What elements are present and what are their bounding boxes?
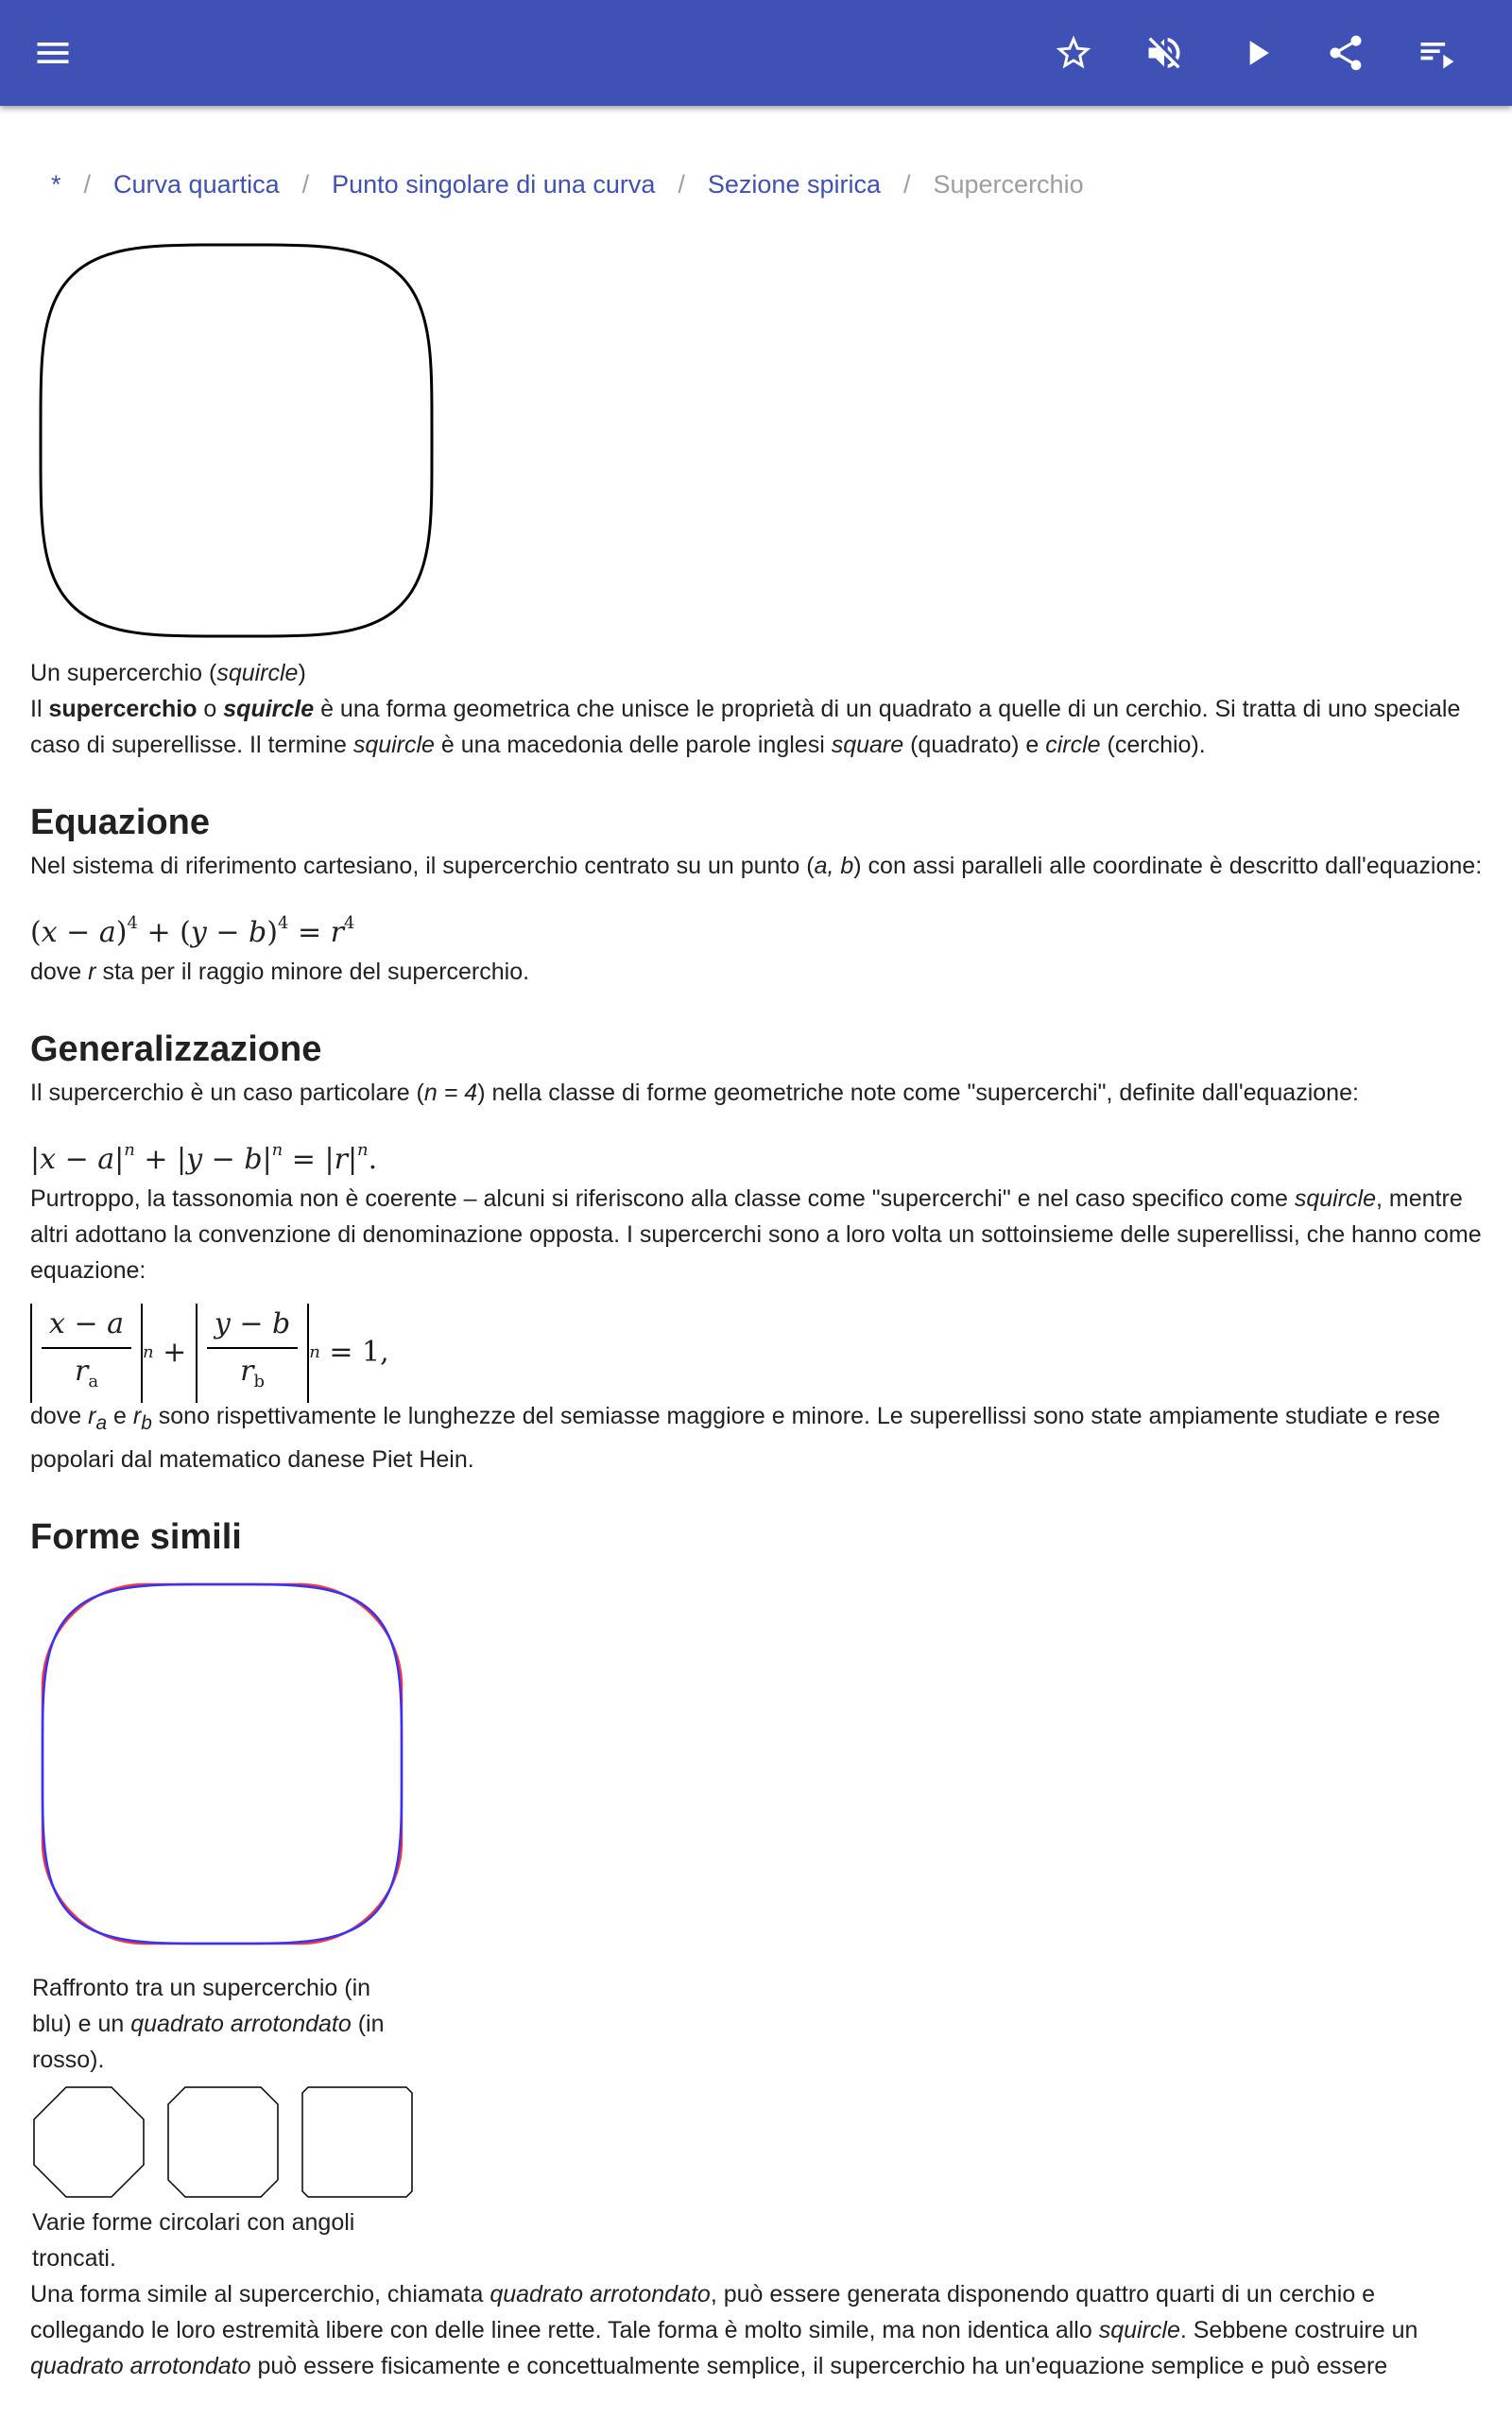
breadcrumb-separator: / — [83, 170, 92, 199]
intro-paragraph: Il supercerchio o squircle è una forma geometrica che unisce le proprietà di un quadrato a quelle di un cerchio. Si tratta di uno speciale caso di superellisse. Il termine squircle è una macedonia delle parole inglesi square (quadrato) e circle (cerchio). — [30, 696, 1461, 758]
truncated-square-shape — [166, 2085, 280, 2199]
breadcrumb-item-sezione-spirica[interactable]: Sezione spirica — [707, 170, 881, 199]
breadcrumb — [30, 166, 1486, 202]
section-heading-generalizzazione: Generalizzazione — [30, 1029, 322, 1069]
supercircle-outline — [43, 1584, 402, 1944]
app-bar — [0, 0, 1512, 106]
generalizzazione-paragraph-3: dove $r_a$ e $r_b$ sono rispettivamente le lunghezze del semiasse maggiore e minore. Le superellissi sono state ampiamente studiate e rese popolari dal matematico danese Piet Hein. — [30, 1403, 1441, 1473]
equation-supercircle: $|x - a|^n + |y - b|^n = |r|^n$. — [30, 1140, 378, 1176]
volume-off-icon[interactable] — [1138, 26, 1191, 79]
comparison-image[interactable] — [38, 1580, 406, 1948]
equazione-paragraph: Nel sistema di riferimento cartesiano, il supercerchio centrato su un punto (a, b) con assi paralleli alle coordinate è descritto dall'equazione: — [30, 853, 1483, 879]
breadcrumb-item-curva-quartica[interactable]: Curva quartica — [113, 170, 280, 199]
generalizzazione-paragraph-2: Purtroppo, la tassonomia non è coerente – alcuni si riferiscono alla classe come "supercerchi" e nel caso specifico come squircle, mentre altri adottano la convenzione di denominazione opposta. I supercerchi sono a loro volta un sottoinsieme delle superellissi, che hanno come equazione: — [30, 1185, 1482, 1284]
squircle-image[interactable] — [38, 242, 435, 639]
breadcrumb-home[interactable]: * — [51, 170, 61, 199]
breadcrumb-separator: / — [301, 170, 310, 199]
share-icon[interactable] — [1319, 26, 1372, 79]
breadcrumb-separator: / — [902, 170, 911, 199]
comparison-caption: Raffronto tra un supercerchio (in blu) e un quadrato arrotondato (in rosso). — [32, 1975, 385, 2073]
forme-simili-paragraph: Una forma simile al supercerchio, chiamata quadrato arrotondato, può essere generata disponendo quattro quarti di un cerchio e collegando le loro estremità libere con delle linee rette. Tale forma è molto simile, ma non identica allo squircle. Sebbene costruire un quadrato arrotondato può essere fisicamente e concettualmente semplice, il supercerchio ha un'equazione semplice e può essere — [30, 2281, 1418, 2379]
shapes-caption: Varie forme circolari con angoli troncati. — [32, 2209, 355, 2272]
play-icon[interactable] — [1230, 26, 1283, 79]
equazione-after: dove r sta per il raggio minore del supercerchio. — [30, 959, 530, 985]
figure-caption: Un supercerchio (squircle) — [30, 660, 306, 686]
equation-squircle: $(x - a)^4 + (y - b)^4 = r^4$ — [30, 913, 355, 949]
breadcrumb-separator: / — [678, 170, 685, 199]
section-heading-equazione: Equazione — [30, 803, 211, 842]
star-icon[interactable] — [1047, 26, 1100, 79]
generalizzazione-paragraph: Il supercerchio è un caso particolare (n = 4) nella classe di forme geometriche note come "supercerchi", definite dall'equazione: — [30, 1080, 1359, 1106]
playlist-icon[interactable] — [1410, 26, 1463, 79]
breadcrumb-item-punto-singolare[interactable]: Punto singolare di una curva — [332, 170, 656, 199]
breadcrumb-current: Supercerchio — [933, 170, 1084, 199]
menu-icon[interactable] — [26, 26, 79, 79]
shapes-image[interactable] — [32, 2085, 1486, 2199]
octagon-shape — [32, 2085, 146, 2199]
section-heading-forme-simili: Forme simili — [30, 1517, 242, 1557]
equation-superellipse: $\frac{x - a}{r_a}$ n + $\frac{y - b}{r_b}$ n = 1, — [30, 1307, 1486, 1398]
slightly-truncated-square-shape — [301, 2085, 414, 2199]
rounded-square-outline — [43, 1584, 402, 1944]
article — [30, 106, 1486, 2384]
